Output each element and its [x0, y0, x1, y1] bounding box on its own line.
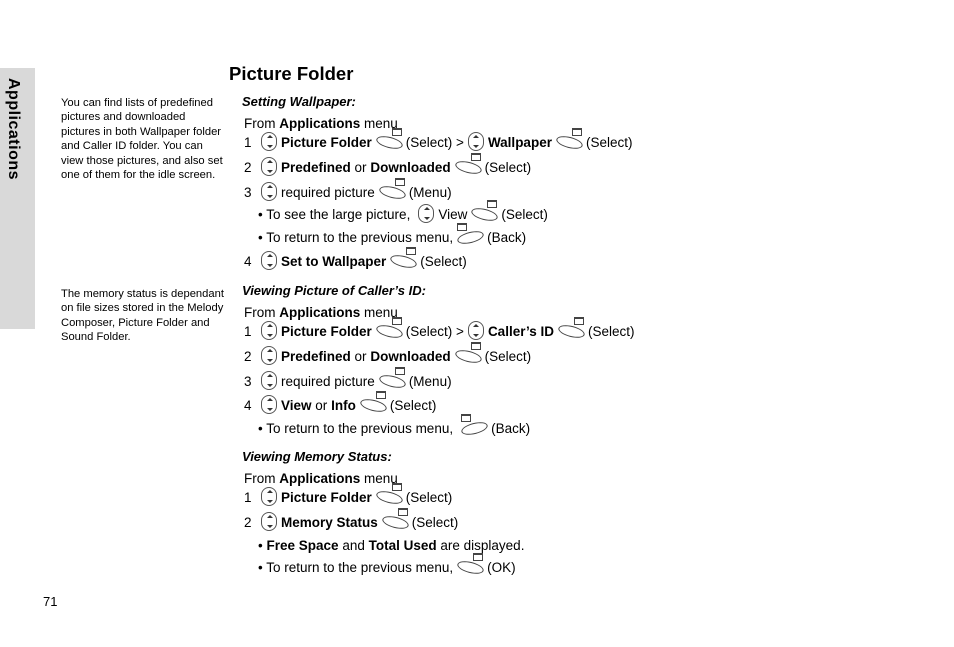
step-number: 1 — [244, 490, 252, 505]
nav-key-icon — [261, 157, 277, 176]
nav-key-icon — [261, 346, 277, 365]
picture-folder-text: Picture Folder — [281, 135, 372, 150]
step-number: 1 — [244, 324, 252, 339]
or-text: or — [354, 349, 367, 364]
nav-key-icon — [261, 182, 277, 201]
back-text: (Back) — [491, 421, 531, 436]
nav-key-icon — [261, 371, 277, 390]
bullet-return — [258, 416, 530, 436]
downloaded-text: Downloaded — [370, 349, 451, 364]
bullet-text: • To return to the previous menu, — [258, 421, 454, 436]
step-number: 3 — [244, 185, 252, 200]
nav-key-icon — [261, 395, 277, 414]
select-text: (Select) — [411, 515, 459, 530]
menu-text: menu — [364, 116, 398, 131]
page-number: 71 — [43, 594, 58, 609]
sidenote-wallpaper: You can find lists of predefined pictures and downloaded pictures in both Wallpaper folder and Caller ID folder. You can view those pictures, and also set one of them for the idle screen. — [61, 97, 223, 182]
select-text: (Select) — [405, 490, 453, 505]
bullet-return — [258, 555, 516, 575]
info-text: Info — [331, 398, 356, 413]
menu-text: (Menu) — [408, 185, 452, 200]
nav-key-icon — [261, 487, 277, 506]
right-softkey-icon — [378, 178, 406, 200]
view-text: View — [438, 207, 468, 222]
applications-text: Applications — [279, 116, 361, 131]
select-text: (Select) > — [405, 324, 464, 339]
required-picture-text: required picture — [281, 374, 375, 389]
from-text: From — [244, 116, 276, 131]
applications-text: Applications — [279, 305, 361, 320]
select-text: (Select) — [484, 160, 532, 175]
right-softkey-icon — [375, 483, 403, 505]
free-space-text: Free Space — [266, 538, 339, 553]
select-text: (Select) — [484, 349, 532, 364]
step-3 — [244, 369, 452, 389]
bullet-text: • To return to the previous menu, — [258, 230, 454, 245]
step-4 — [244, 393, 436, 413]
wallpaper-text: Wallpaper — [487, 135, 552, 150]
downloaded-text: Downloaded — [370, 160, 451, 175]
step-number: 2 — [244, 515, 252, 530]
menu-text: menu — [364, 471, 398, 486]
picture-folder-text: Picture Folder — [281, 324, 372, 339]
bullet-large-picture — [258, 202, 548, 222]
or-text: or — [315, 398, 328, 413]
from-text: From — [244, 305, 276, 320]
step-2 — [244, 155, 531, 175]
predefined-text: Predefined — [281, 349, 351, 364]
bullet-mark: • — [258, 538, 263, 553]
menu-text: menu — [364, 305, 398, 320]
right-softkey-icon — [454, 153, 482, 175]
step-2 — [244, 344, 531, 364]
bullet-return — [258, 225, 526, 245]
step-number: 2 — [244, 160, 252, 175]
select-text: (Select) — [420, 254, 467, 269]
predefined-text: Predefined — [281, 160, 351, 175]
side-tab-label: Applications — [5, 78, 22, 181]
right-softkey-icon — [454, 342, 482, 364]
left-softkey-icon — [456, 223, 484, 245]
applications-text: Applications — [279, 471, 361, 486]
callers-id-text: Caller’s ID — [487, 324, 554, 339]
step-1 — [244, 130, 632, 150]
nav-key-icon — [468, 321, 484, 340]
step-1 — [244, 485, 452, 505]
from-text: From — [244, 471, 276, 486]
right-softkey-icon — [359, 391, 387, 413]
nav-key-icon — [261, 512, 277, 531]
page-title: Picture Folder — [229, 63, 354, 84]
set-to-wallpaper-text: Set to Wallpaper — [281, 254, 387, 269]
sidenote-memory: The memory status is dependant on file sizes stored in the Melody Composer, Picture Folder and Sound Folder. — [61, 288, 224, 344]
select-text: (Select) — [501, 207, 548, 222]
menu-text: (Menu) — [408, 374, 452, 389]
view-text: View — [281, 398, 312, 413]
required-picture-text: required picture — [281, 185, 375, 200]
step-number: 3 — [244, 374, 252, 389]
left-softkey-icon — [460, 414, 488, 436]
step-3 — [244, 180, 452, 200]
step-2 — [244, 510, 458, 530]
right-softkey-icon — [389, 247, 417, 269]
nav-key-icon — [468, 132, 484, 151]
back-text: (Back) — [487, 230, 527, 245]
picture-folder-text: Picture Folder — [281, 490, 372, 505]
step-1 — [244, 319, 634, 339]
section-heading-caller-id: Viewing Picture of Caller’s ID: — [242, 283, 426, 298]
total-used-text: Total Used — [368, 538, 437, 553]
nav-key-icon — [261, 251, 277, 270]
and-text: and — [342, 538, 365, 553]
displayed-text: are displayed. — [440, 538, 525, 553]
right-softkey-icon — [456, 553, 484, 575]
bullet-text: • To see the large picture, — [258, 207, 411, 222]
nav-key-icon — [261, 132, 277, 151]
select-text: (Select) > — [405, 135, 464, 150]
nav-key-icon — [261, 321, 277, 340]
section-heading-wallpaper: Setting Wallpaper: — [242, 94, 356, 109]
or-text: or — [354, 160, 367, 175]
step-number: 2 — [244, 349, 252, 364]
right-softkey-icon — [375, 317, 403, 339]
select-text: (Select) — [389, 398, 437, 413]
step-number: 1 — [244, 135, 252, 150]
step-number: 4 — [244, 254, 252, 269]
bullet-free-space — [258, 533, 524, 553]
bullet-text: • To return to the previous menu, — [258, 560, 454, 575]
select-text: (Select) — [585, 135, 633, 150]
right-softkey-icon — [381, 508, 409, 530]
step-number: 4 — [244, 398, 252, 413]
select-text: (Select) — [587, 324, 635, 339]
section-heading-memory-status: Viewing Memory Status: — [242, 449, 392, 464]
right-softkey-icon — [470, 200, 498, 222]
ok-text: (OK) — [487, 560, 516, 575]
right-softkey-icon — [378, 367, 406, 389]
right-softkey-icon — [557, 317, 585, 339]
step-4 — [244, 249, 467, 269]
right-softkey-icon — [555, 128, 583, 150]
memory-status-text: Memory Status — [281, 515, 378, 530]
right-softkey-icon — [375, 128, 403, 150]
nav-key-icon — [418, 204, 434, 223]
